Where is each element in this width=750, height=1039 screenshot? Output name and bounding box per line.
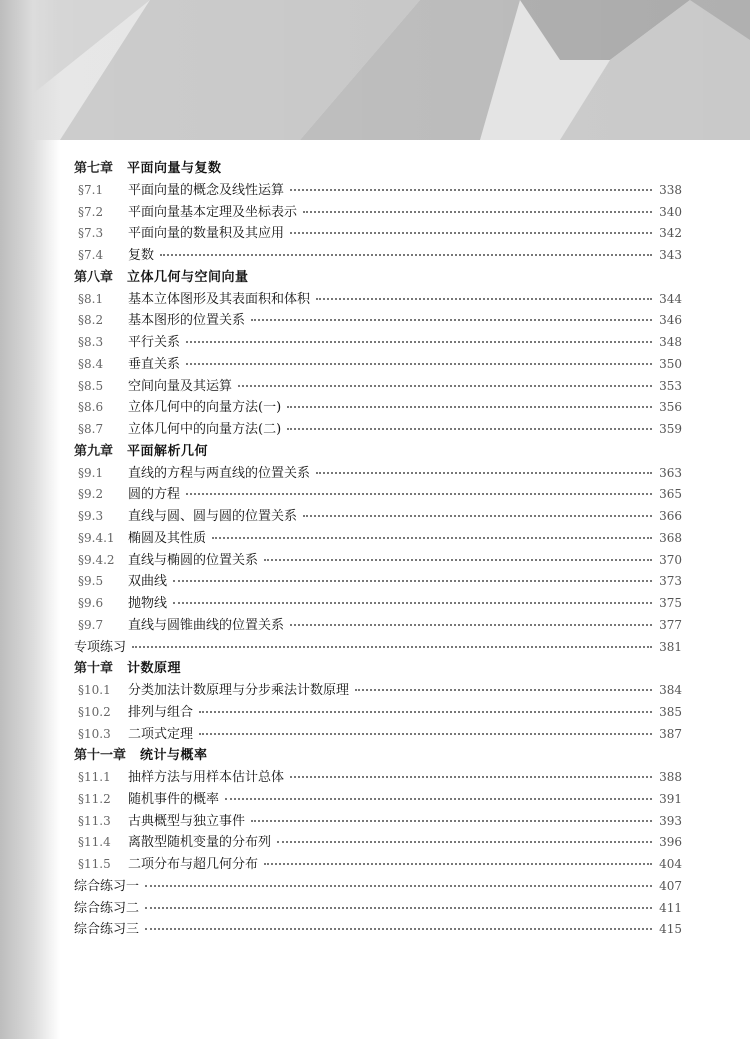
dot-leader [290,188,652,191]
page-number: 365 [659,487,682,502]
page-number: 348 [659,335,682,349]
toc-entry[interactable] [74,876,682,898]
toc-entry[interactable] [74,202,682,224]
dot-leader [145,927,652,930]
page-number: 415 [659,922,682,937]
section-number: §11.3 [78,813,111,828]
page-number: 387 [659,726,682,741]
entry-title: 直线的方程与两直线的位置关系 [128,465,311,481]
page-number: 404 [659,857,682,871]
toc-entry[interactable] [74,506,682,528]
toc-entry[interactable] [74,289,682,311]
page-number: 393 [659,813,682,828]
toc-entry[interactable] [74,615,682,637]
dot-leader [264,558,652,561]
dot-leader [287,405,652,408]
entry-title: 平面向量的数量积及其应用 [128,226,285,242]
entry-title: 综合练习三 [74,922,140,938]
chapter-title: 立体几何与空间向量 [127,269,249,285]
chapter-number: 第八章 [74,269,114,285]
chapter-title: 平面向量与复数 [127,161,222,176]
header-decoration [0,0,750,140]
section-number: §9.1 [78,465,104,480]
section-number: §9.4.1 [78,530,115,545]
dot-leader [225,797,652,800]
dot-leader [186,362,652,365]
page-number: 356 [659,400,682,415]
toc-entry[interactable] [74,463,682,485]
page-number: 385 [659,704,682,719]
section-number: §11.5 [78,857,111,871]
section-number: §9.2 [78,487,104,502]
toc-entry[interactable] [74,484,682,506]
dot-leader [160,253,652,256]
dot-leader [186,492,652,495]
toc-entry[interactable] [74,767,682,789]
page-number: 381 [659,639,682,654]
chapter-number: 第十一章 [74,748,127,764]
page-number: 373 [659,574,682,589]
toc-entry[interactable] [74,898,682,920]
toc-entry[interactable] [74,419,682,441]
section-number: §8.3 [78,335,104,349]
page-number: 388 [659,770,682,784]
dot-leader [316,471,652,474]
section-number: §8.6 [78,400,104,415]
page-number: 368 [659,530,682,545]
entry-title: 离散型随机变量的分布列 [128,835,272,851]
page-number: 377 [659,617,682,632]
page-number: 407 [659,878,682,893]
entry-title: 综合练习二 [74,900,140,916]
dot-leader [287,427,652,430]
section-number: §11.4 [78,835,111,850]
dot-leader [290,775,652,778]
table-of-contents [74,158,682,941]
entry-title: 平行关系 [128,335,181,350]
toc-entry[interactable] [74,332,682,354]
chapter-number: 第九章 [74,443,114,459]
chapter-title: 计数原理 [127,661,182,677]
entry-title: 立体几何中的向量方法(二) [128,422,282,437]
entry-title: 圆的方程 [128,487,181,503]
section-number: §7.4 [78,248,104,262]
dot-leader [173,579,652,582]
page-number: 343 [659,248,682,262]
page-number: 375 [659,596,682,610]
page-number: 346 [659,313,682,328]
section-number: §8.4 [78,356,104,371]
toc-chapter-heading [74,745,682,767]
entry-title: 双曲线 [128,574,168,590]
chapter-number: 第七章 [74,161,114,176]
page-number: 384 [659,683,682,697]
entry-title: 直线与圆锥曲线的位置关系 [128,617,285,633]
entry-title: 基本图形的位置关系 [128,313,246,329]
dot-leader [145,884,652,887]
entry-title: 分类加法计数原理与分步乘法计数原理 [128,683,350,698]
toc-entry[interactable] [74,724,682,746]
page-number: 391 [659,791,682,806]
toc-entry[interactable] [74,397,682,419]
section-number: §8.2 [78,313,104,328]
toc-chapter-heading [74,441,682,463]
toc-entry[interactable] [74,854,682,876]
dot-leader [303,210,652,213]
dot-leader [264,862,652,865]
dot-leader [199,710,652,713]
toc-entry[interactable] [74,637,682,659]
toc-entry[interactable] [74,550,682,572]
entry-title: 排列与组合 [128,704,194,720]
section-number: §8.5 [78,378,104,393]
dot-leader [316,297,652,300]
page-number: 350 [659,356,682,371]
entry-title: 专项练习 [74,639,127,655]
section-number: §9.7 [78,617,104,632]
toc-entry[interactable] [74,310,682,332]
dot-leader [355,688,652,691]
toc-entry[interactable] [74,832,682,854]
section-number: §8.7 [78,422,104,436]
section-number: §7.3 [78,226,104,241]
page-edge-shadow [0,0,60,1039]
toc-entry[interactable] [74,245,682,267]
page-number: 344 [659,291,682,306]
dot-leader [186,340,652,343]
toc-entry[interactable] [74,354,682,376]
page-number: 396 [659,835,682,850]
entry-title: 立体几何中的向量方法(一) [128,400,282,416]
section-number: §8.1 [78,291,104,306]
dot-leader [145,906,652,909]
page-number: 340 [659,204,682,219]
page-number: 366 [659,509,682,523]
toc-entry[interactable] [74,593,682,615]
page-number: 353 [659,378,682,393]
section-number: §11.1 [78,770,111,784]
entry-title: 二项分布与超几何分布 [128,857,259,872]
page-number: 370 [659,552,682,567]
page-number: 338 [659,182,682,197]
toc-entry[interactable] [74,223,682,245]
chapter-number: 第十章 [74,661,114,677]
entry-title: 直线与圆、圆与圆的位置关系 [128,509,298,524]
section-number: §9.3 [78,509,104,523]
entry-title: 平面向量基本定理及坐标表示 [128,204,298,220]
page-number: 359 [659,422,682,436]
dot-leader [303,514,652,517]
dot-leader [277,840,652,843]
entry-title: 垂直关系 [128,356,181,372]
toc-entry[interactable] [74,702,682,724]
section-number: §9.6 [78,596,104,610]
toc-entry[interactable] [74,528,682,550]
dot-leader [173,601,652,604]
section-number: §9.4.2 [78,552,115,567]
entry-title: 综合练习一 [74,878,140,894]
dot-leader [238,384,652,387]
page-number: 342 [659,226,682,241]
toc-entry[interactable] [74,919,682,941]
section-number: §7.2 [78,204,104,219]
entry-title: 随机事件的概率 [128,791,220,807]
entry-title: 二项式定理 [128,726,194,742]
entry-title: 直线与椭圆的位置关系 [128,552,259,568]
toc-chapter-heading [74,158,682,180]
toc-entry[interactable] [74,180,682,202]
dot-leader [212,536,652,539]
entry-title: 复数 [128,248,155,263]
section-number: §10.1 [78,683,111,697]
entry-title: 古典概型与独立事件 [128,813,246,829]
toc-entry[interactable] [74,376,682,398]
entry-title: 抛物线 [128,596,168,611]
toc-chapter-heading [74,267,682,289]
section-number: §7.1 [78,182,104,197]
section-number: §11.2 [78,791,111,806]
dot-leader [290,231,652,234]
entry-title: 平面向量的概念及线性运算 [128,182,285,198]
chapter-title: 统计与概率 [140,748,208,764]
entry-title: 椭圆及其性质 [128,530,207,546]
dot-leader [199,732,652,735]
dot-leader [132,645,652,648]
dot-leader [251,318,652,321]
entry-title: 基本立体图形及其表面积和体积 [128,291,311,307]
chapter-title: 平面解析几何 [127,443,209,459]
dot-leader [290,623,652,626]
entry-title: 空间向量及其运算 [128,378,233,394]
page-number: 363 [659,465,682,480]
dot-leader [251,819,652,822]
toc-entry[interactable] [74,571,682,593]
toc-chapter-heading [74,658,682,680]
toc-entry[interactable] [74,811,682,833]
section-number: §9.5 [78,574,104,589]
page-number: 411 [659,900,682,915]
section-number: §10.3 [78,726,111,741]
entry-title: 抽样方法与用样本估计总体 [128,770,285,785]
toc-entry[interactable] [74,789,682,811]
toc-entry[interactable] [74,680,682,702]
section-number: §10.2 [78,704,111,719]
